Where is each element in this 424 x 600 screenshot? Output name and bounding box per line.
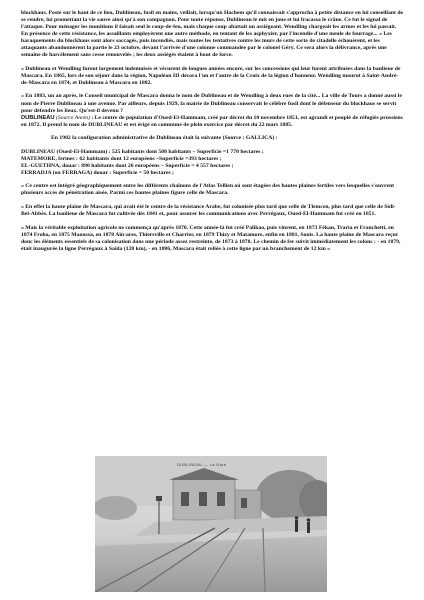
paragraph-dublineau [21, 115, 403, 129]
railway-station-photo [95, 456, 327, 592]
config-item-el-guethna: EL-GUETHNA, douar : 890 habitants dont 26 européens – Superficie = 4 557 hectares ; [21, 162, 234, 169]
config-heading: En 1902 la configuration administrative de Dublineau était la suivante (Source : GALLICA) : [51, 135, 278, 142]
config-item-matemore: MATEMORE, fermes : 62 habitants dont 12 européens –Superficie =393 hectares ; [21, 155, 222, 162]
config-item-ferradja: FERRADJA (ou FERRAGA) douar : Superficie = 50 hectares ; [21, 169, 174, 176]
dublineau-source: (Source Anom) [55, 114, 90, 121]
dublineau-lead: DUBLINEAU [21, 114, 55, 121]
document-page [21, 10, 403, 253]
paragraph-exploitation: « Mais la véritable exploitation agricole ne commença qu'après 1870. Cette année-là fut créé Palikao, puis vinrent, en 1873 Fékan, Traria et Franchetti, en 1874 Froha, en 1875 Maoussa, en 1878 Aïn-ares, Thiersville et Charrier, en 1879 Thizy et Matamore, enfin en 1881, Sonis. La haute plaine de Mascara reçut donc les éléments essentiels de sa colonisation dans une période assez restreinte, de 1873 à 1878. Le chemin de fer suivit immédiatement les colons : - en 1879, était inaugurée la ligne Perrégaux à Saïda (120 km), - en 1886, Mascara était reliée à cette ligne par un branchement de 12 km » [21, 224, 401, 252]
paragraph-rues: « En 1883, un an après, le Conseil municipal de Mascara donna le nom de Dublineau et de Wendling à deux rues de la cité... La ville de Tours a donné aussi le nom de Pierre Dublineau à une avenue. Par ailleurs, depuis 1929, la mairie de Dublineau conservait le célèbre fusil dont le défenseur du blockhaus se servit pour défendre les lieux. Qu'est-il devenu ? [21, 93, 402, 114]
paragraph-geographie: « Ce centre est intégré géographiquement entre les différents chaînons de l'Atlas Tellien où sont étagées des hautes plaines fertiles vers lesquelles s'ouvrent plusieurs accès de pénétration aisée. Parmi ces hautes plaines figure celle de Mascara. [21, 183, 395, 197]
photo-caption: DUBLINEAU — La Gare [177, 462, 227, 467]
dublineau-text: : Le centre de population d'Oued-El-Hammam, créé par décret du 10 novembre 1851, est agrandi et peuplé de réfugiés prussiens en 1872. Il prend le nom de DUBLINEAU et est érigé en commune de plein exercice par décret du 22 mars 1885. [21, 114, 403, 128]
paragraph-siege: blockhaus. Posté sur le haut de ce lieu, Dublineau, fusil en mains, veillait, lorsqu'un Hachem qu'il connaissait s'approcha à petite distance en lui conseillant de se rendre, lui promettant la vie sauve ainsi qu'à son compagnon. Pour toute réponse, Dublineau le mit en joue et lui fracassa le crâne. Ce fut le signal de l'attaque. Pour ménager les munitions il faisait seul le coup-de-feu, mais chaque coup abattait un assiégeant. Wendling chargeait les armes et les lui passait. En présence de cette résistance, les assaillants employèrent une autre méthode, en tentant de les asphyxier, par l'incendie d'une meule de fourrage... « Les baraquements du blockhaus sont alors saccagés, puis incendiés, mais toutes les tentatives contre les murs de cette sorte de citadelle échouèrent, et les attaquants abandonnèrent la partie le 23 octobre, devant l'arrivée d'une colonne commandée par le colonel Géry. Ce sera alors la délivrance, après une semaine de harcèlement sans cesse renouvelés ; les deux assiégés étaient à bout de force. [21, 10, 404, 59]
station-photo-drawing [95, 456, 327, 592]
config-item-dublineau: DUBLINEAU (Oued-El-Hammam) : 525 habitants dont 508 habitants – Superficie =1 770 hectares ; [21, 148, 264, 155]
paragraph-plaine: « En effet la haute plaine de Mascara, qui avait été le centre de la résistance Arabe, fut colonisée plus tard que celle de Tlemcen, plus tard que celle de Sidi-Bel-Abbès. La banlieue de Mascara fut cultivée dès 1841 et, pour assurer les communications avec Perrégaux, Oued-El-Hammam fut créé en 1851. [21, 204, 396, 218]
paragraph-indemnisation: « Dublineau et Wendling furent largement indemnisés et vécurent de longues années encore, sur les concessions qui leur furent attribuées dans la banlieue de Mascara. En 1865, lors de son séjour dans la région, Napoléon III décora l'un et l'autre de la Croix de la légion d'honneur. Wendling mourut à Saint-André-de-Mascara en 1874, et Dublineau à Mascara en 1882. [21, 65, 401, 86]
